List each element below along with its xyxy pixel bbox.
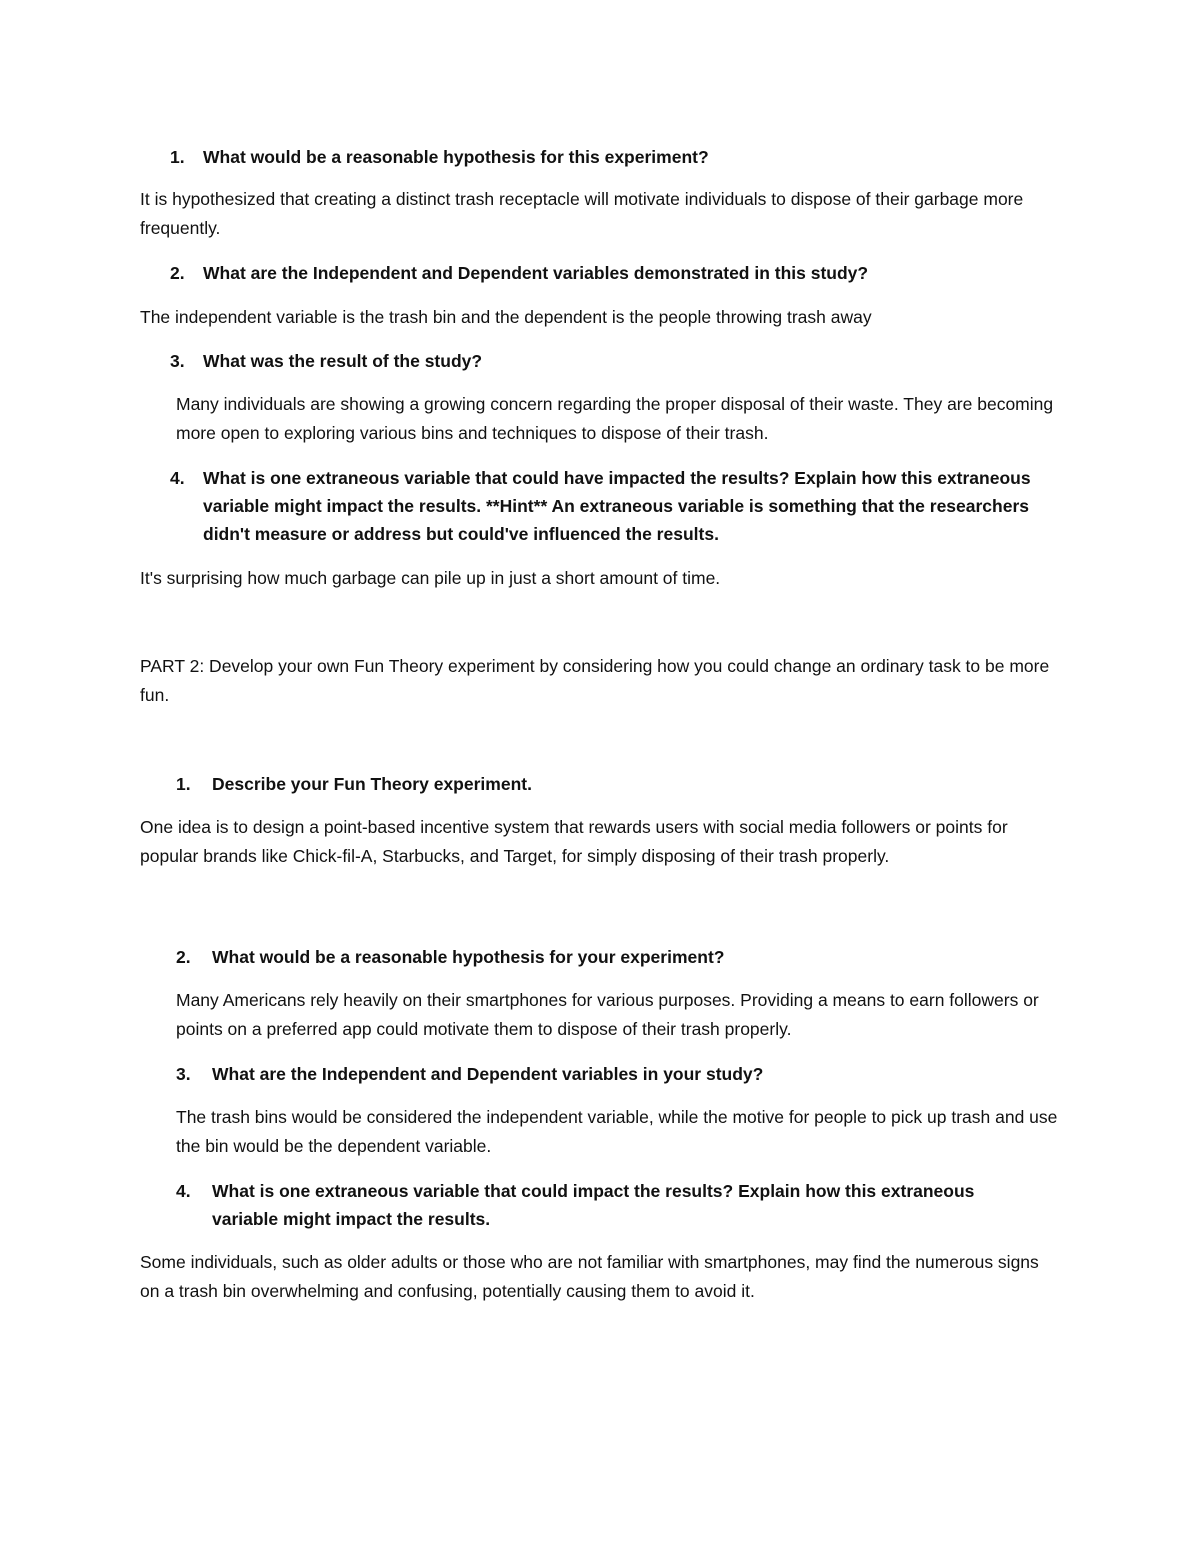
question-number: 4. — [176, 1181, 191, 1201]
question-number: 3. — [176, 1064, 191, 1084]
question-4 — [176, 1177, 1056, 1233]
question-text: What is one extraneous variable that could impact the results? Explain how this extraneous variable might impact the results. — [212, 1181, 975, 1229]
question-number: 2. — [176, 947, 191, 967]
question-text: What are the Independent and Dependent variables demonstrated in this study? — [203, 263, 869, 283]
question-text: What was the result of the study? — [203, 351, 483, 371]
question-2 — [176, 943, 1056, 971]
answer-3: Many individuals are showing a growing concern regarding the proper disposal of their waste. They are becoming more open to exploring various bins and techniques to dispose of their trash. — [176, 394, 1054, 443]
question-number: 4. — [170, 468, 185, 488]
answer-1: It is hypothesized that creating a distinct trash receptacle will motivate individuals to dispose of their garbage more frequently. — [140, 189, 1024, 238]
question-4 — [170, 464, 1050, 548]
question-3 — [170, 347, 1050, 375]
question-number: 3. — [170, 351, 185, 371]
answer-2: The independent variable is the trash bin and the dependent is the people throwing trash away — [140, 307, 872, 327]
question-1 — [176, 770, 1056, 798]
part-2-intro: PART 2: Develop your own Fun Theory experiment by considering how you could change an ordinary task to be more fun. — [140, 656, 1050, 705]
question-text: Describe your Fun Theory experiment. — [212, 774, 532, 794]
answer-4: Some individuals, such as older adults or those who are not familiar with smartphones, may find the numerous signs on a trash bin overwhelming and confusing, potentially causing them to avoid it. — [140, 1252, 1039, 1301]
answer-4: It's surprising how much garbage can pile up in just a short amount of time. — [140, 568, 721, 588]
question-text: What would be a reasonable hypothesis for this experiment? — [203, 147, 709, 167]
question-3 — [176, 1060, 1056, 1088]
question-2 — [170, 259, 1050, 287]
question-number: 1. — [170, 147, 185, 167]
answer-3: The trash bins would be considered the independent variable, while the motive for people to pick up trash and use the bin would be the dependent variable. — [176, 1107, 1058, 1156]
question-number: 2. — [170, 263, 185, 283]
question-text: What is one extraneous variable that could have impacted the results? Explain how this extraneous variable might impact the results. **Hint** An extraneous variable is something that the researchers didn't measure or address but could've influenced the results. — [203, 468, 1031, 544]
question-1 — [170, 143, 1050, 171]
question-text: What would be a reasonable hypothesis for your experiment? — [212, 947, 725, 967]
answer-1: One idea is to design a point-based incentive system that rewards users with social media followers or points for popular brands like Chick-fil-A, Starbucks, and Target, for simply disposing of their trash properly. — [140, 817, 1008, 866]
answer-2: Many Americans rely heavily on their smartphones for various purposes. Providing a means to earn followers or points on a preferred app could motivate them to dispose of their trash properly. — [176, 990, 1039, 1039]
question-text: What are the Independent and Dependent variables in your study? — [212, 1064, 764, 1084]
question-number: 1. — [176, 774, 191, 794]
